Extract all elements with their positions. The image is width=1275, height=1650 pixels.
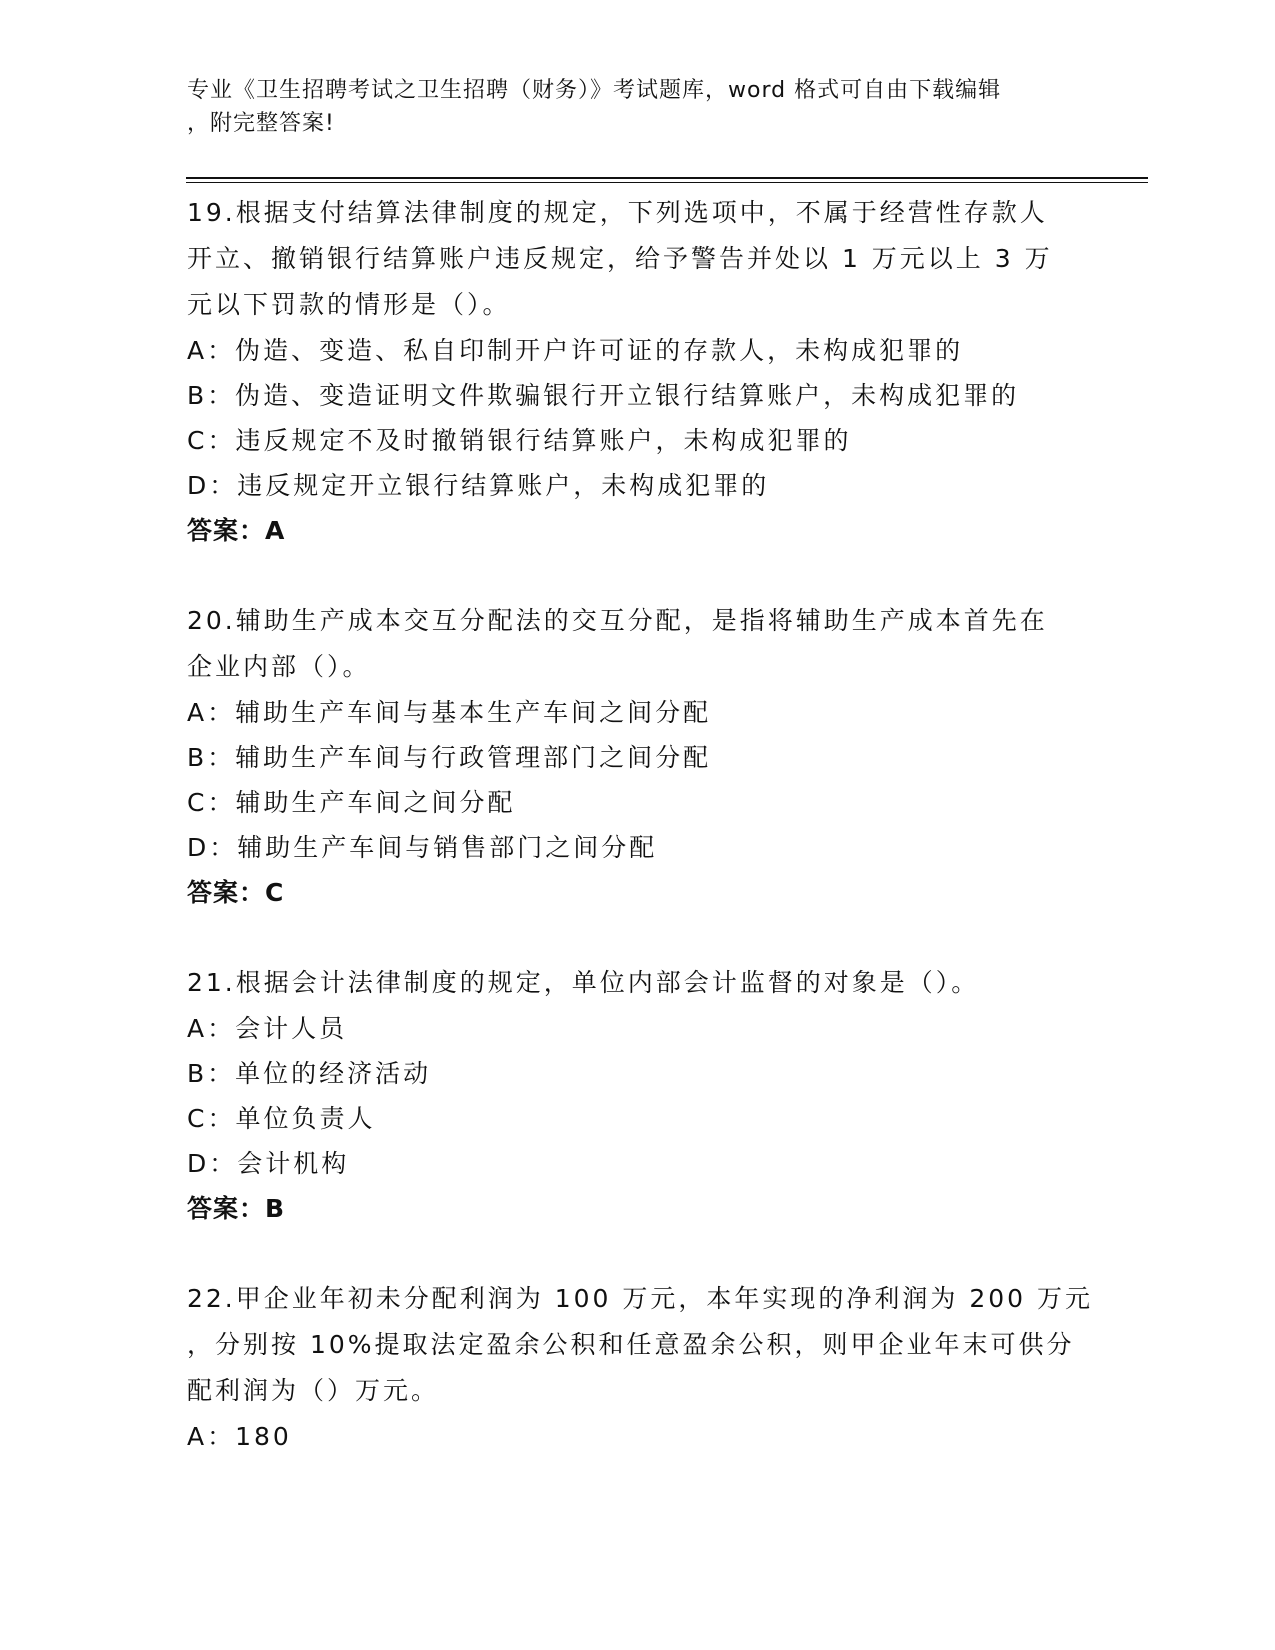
option-a: A：180 (187, 1422, 292, 1451)
option-d: D：辅助生产车间与销售部门之间分配 (187, 833, 658, 862)
question-19 (187, 190, 1127, 554)
answer: 答案：A (187, 516, 286, 545)
option-c: C：违反规定不及时撤销银行结算账户，未构成犯罪的 (187, 426, 852, 455)
answer: 答案：B (187, 1194, 286, 1223)
question-stem-line: 20.辅助生产成本交互分配法的交互分配，是指将辅助生产成本首先在 (187, 606, 1048, 635)
option-c: C：单位负责人 (187, 1104, 376, 1133)
question-stem-line: 配利润为（）万元。 (187, 1376, 440, 1405)
option-a: A：辅助生产车间与基本生产车间之间分配 (187, 698, 712, 727)
header-rule-thick (186, 177, 1148, 179)
question-list (187, 190, 1127, 1503)
question-20 (187, 598, 1127, 916)
header-line-1: 专业《卫生招聘考试之卫生招聘（财务）》考试题库，word 格式可自由下载编辑 (187, 78, 1002, 103)
question-stem-line: ，分别按 10%提取法定盈余公积和任意盈余公积，则甲企业年末可供分 (187, 1330, 1075, 1359)
answer: 答案：C (187, 878, 285, 907)
question-22 (187, 1276, 1127, 1459)
option-b: B：辅助生产车间与行政管理部门之间分配 (187, 743, 712, 772)
header-line-2: ，附完整答案! (187, 111, 335, 136)
header-rule-thin (186, 182, 1148, 183)
option-a: A：会计人员 (187, 1014, 348, 1043)
option-b: B：单位的经济活动 (187, 1059, 432, 1088)
option-a: A：伪造、变造、私自印制开户许可证的存款人，未构成犯罪的 (187, 336, 964, 365)
question-stem-line: 元以下罚款的情形是（）。 (187, 290, 511, 319)
option-c: C：辅助生产车间之间分配 (187, 788, 516, 817)
question-21 (187, 960, 1127, 1232)
option-b: B：伪造、变造证明文件欺骗银行开立银行结算账户，未构成犯罪的 (187, 381, 1020, 410)
option-d: D：会计机构 (187, 1149, 350, 1178)
question-stem-line: 19.根据支付结算法律制度的规定，下列选项中，不属于经营性存款人 (187, 198, 1048, 227)
question-stem-line: 企业内部（）。 (187, 652, 371, 681)
question-stem-line: 22.甲企业年初未分配利润为 100 万元，本年实现的净利润为 200 万元 (187, 1284, 1093, 1313)
document-header (187, 74, 1067, 140)
question-stem-line: 21.根据会计法律制度的规定，单位内部会计监督的对象是（）。 (187, 968, 980, 997)
option-d: D：违反规定开立银行结算账户，未构成犯罪的 (187, 471, 770, 500)
question-stem-line: 开立、撤销银行结算账户违反规定，给予警告并处以 1 万元以上 3 万 (187, 244, 1053, 273)
